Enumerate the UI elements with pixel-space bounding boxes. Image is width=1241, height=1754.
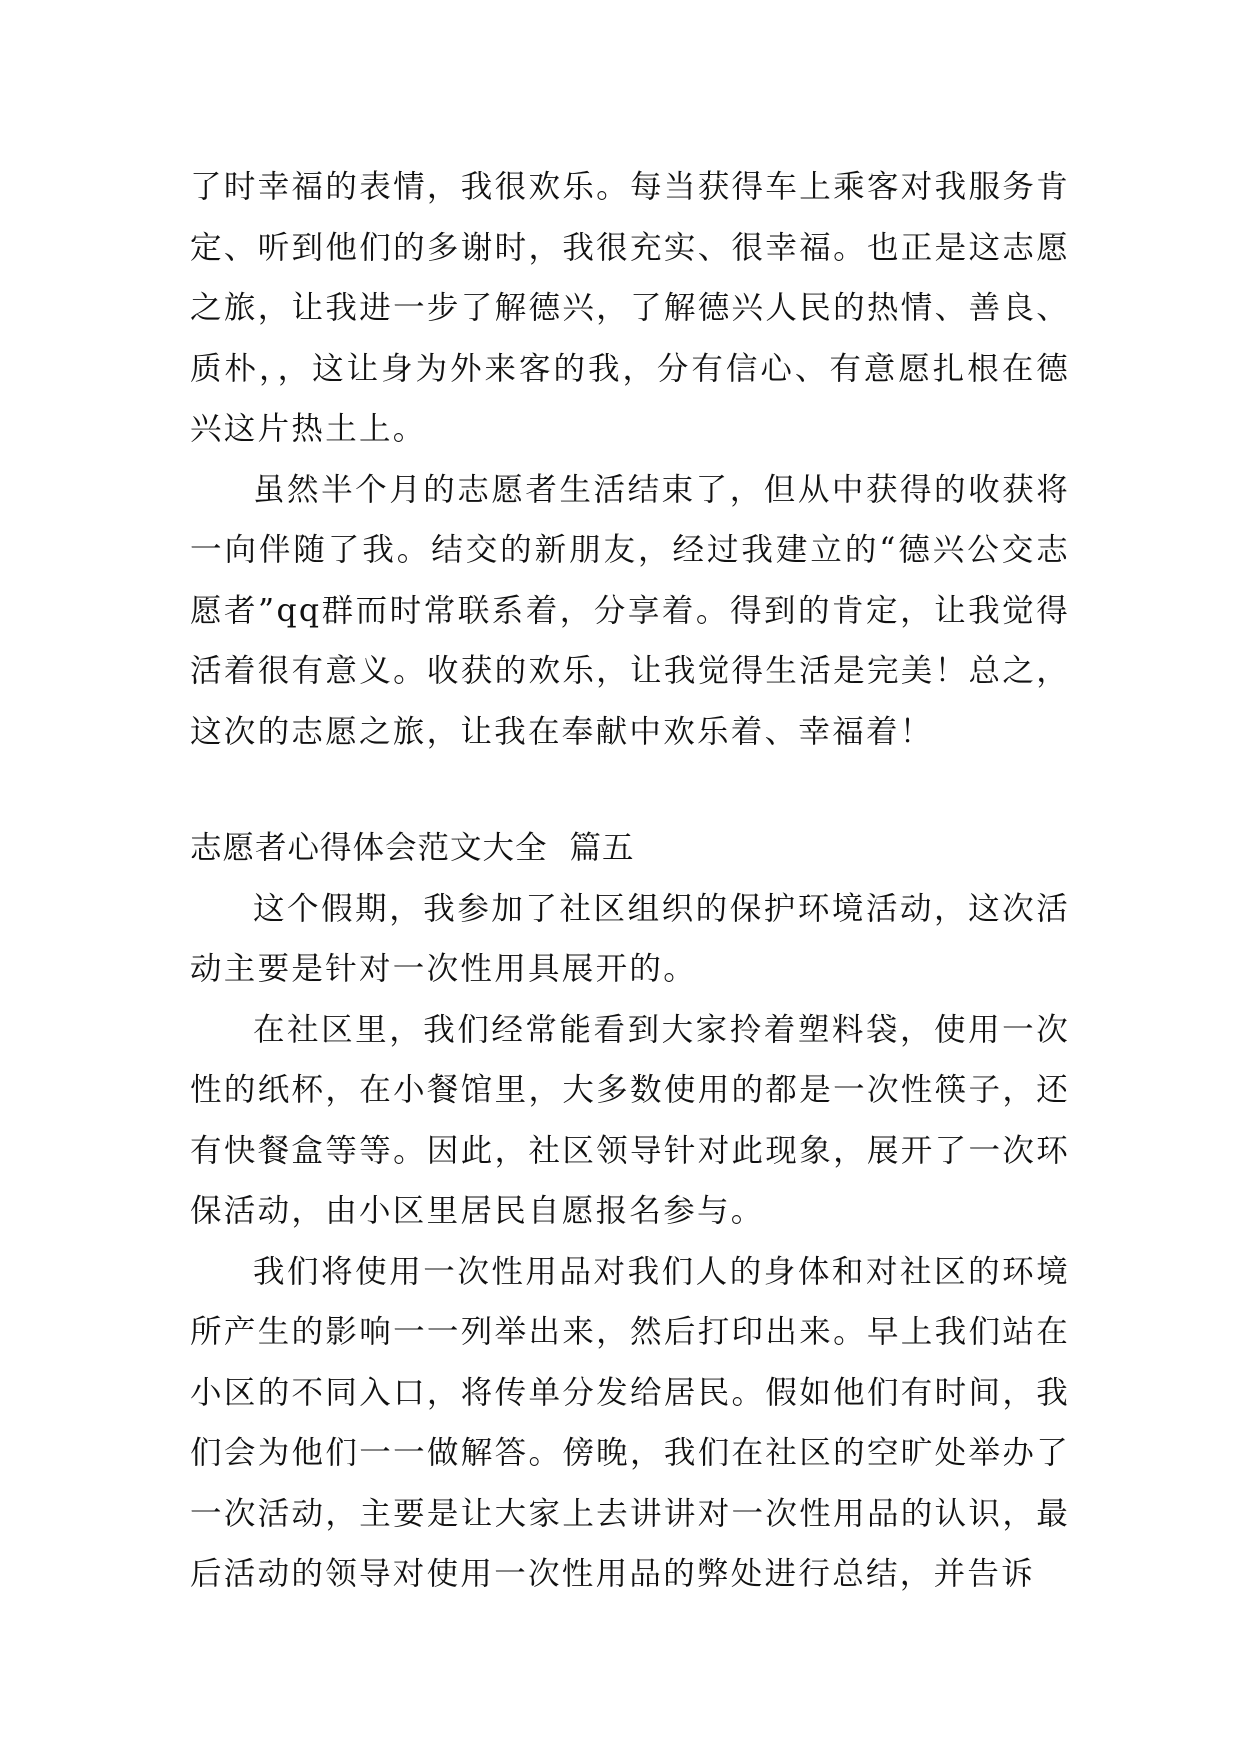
paragraph-intro: 这个假期，我参加了社区组织的保护环境活动，这次活动主要是针对一次性用具展开的。: [190, 890, 1070, 987]
paragraph-activity: 我们将使用一次性用品对我们人的身体和对社区的环境所产生的影响一一列举出来，然后打印出来。早上我们站在小区的不同入口，将传单分发给居民。假如他们有时间，我们会为他们一一做解答。傍晚，我们在社区的空旷处举办了一次活动，主要是让大家上去讲讲对一次性用品的认识，最后活动的领导对使用一次性用品的弊处进行总结，并告诉: [190, 1253, 1070, 1592]
section-heading: 志愿者心得体会范文大全 篇五: [190, 830, 635, 866]
document-body: [190, 157, 1070, 1605]
paragraph-summary: 虽然半个月的志愿者生活结束了，但从中获得的收获将一向伴随了我。结交的新朋友，经过我建立的“德兴公交志愿者”qq群而时常联系着，分享着。得到的肯定，让我觉得活着很有意义。收获的欢乐，让我觉得生活是完美！总之，这次的志愿之旅，让我在奉献中欢乐着、幸福着！: [190, 471, 1070, 750]
paragraph-observation: 在社区里，我们经常能看到大家拎着塑料袋，使用一次性的纸杯，在小餐馆里，大多数使用的都是一次性筷子，还有快餐盒等等。因此，社区领导针对此现象，展开了一次环保活动，由小区里居民自愿报名参与。: [190, 1011, 1070, 1229]
paragraph-continuation: 了时幸福的表情，我很欢乐。每当获得车上乘客对我服务肯定、听到他们的多谢时，我很充实、很幸福。也正是这志愿之旅，让我进一步了解德兴，了解德兴人民的热情、善良、质朴，，这让身为外来客的我，分有信心、有意愿扎根在德兴这片热土上。: [190, 169, 1070, 447]
